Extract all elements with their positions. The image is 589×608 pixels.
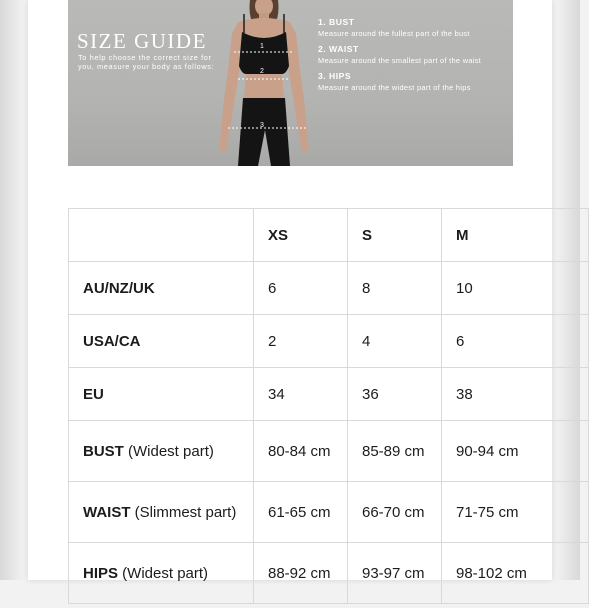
banner-subtitle: To help choose the correct size for you, measure your body as follows: xyxy=(78,53,215,71)
table-row xyxy=(69,482,589,543)
table-row xyxy=(69,421,589,482)
table-cell: 90-94 cm xyxy=(442,421,589,482)
table-cell: 2 xyxy=(254,315,348,368)
table-cell: 10 xyxy=(442,262,589,315)
table-cell: 98-102 cm xyxy=(442,543,589,604)
table-row xyxy=(69,543,589,604)
table-cell: 93-97 cm xyxy=(348,543,442,604)
table-cell: 6 xyxy=(442,315,589,368)
waist-marker: 2 xyxy=(260,68,264,75)
table-cell: 6 xyxy=(254,262,348,315)
measure-bust-heading: 1. BUST xyxy=(318,17,355,27)
size-table xyxy=(68,208,589,604)
hips-marker: 3 xyxy=(260,122,264,129)
table-cell: 71-75 cm xyxy=(442,482,589,543)
table-cell: 4 xyxy=(348,315,442,368)
bust-marker: 1 xyxy=(260,43,264,50)
table-cell: 61-65 cm xyxy=(254,482,348,543)
row-label: HIPS (Widest part) xyxy=(69,543,254,604)
table-cell: 38 xyxy=(442,368,589,421)
table-cell: 88-92 cm xyxy=(254,543,348,604)
table-cell: 66-70 cm xyxy=(348,482,442,543)
measure-hips-heading: 3. HIPS xyxy=(318,71,352,81)
measure-bust-desc: Measure around the fullest part of the bust xyxy=(318,29,470,38)
row-label: EU xyxy=(69,368,254,421)
measure-waist xyxy=(318,44,481,65)
header-size-s: S xyxy=(348,209,442,262)
size-guide-banner xyxy=(68,0,513,166)
size-guide-page xyxy=(28,0,552,580)
row-label: BUST (Widest part) xyxy=(69,421,254,482)
table-row xyxy=(69,262,589,315)
table-cell: 80-84 cm xyxy=(254,421,348,482)
left-backdrop xyxy=(0,0,30,580)
measure-hips-desc: Measure around the widest part of the hips xyxy=(318,83,471,92)
row-label: WAIST (Slimmest part) xyxy=(69,482,254,543)
table-row xyxy=(69,315,589,368)
table-cell: 34 xyxy=(254,368,348,421)
measure-bust xyxy=(318,17,470,38)
table-row xyxy=(69,368,589,421)
size-table-container[interactable] xyxy=(68,208,527,608)
header-empty-cell xyxy=(69,209,254,262)
table-cell: 36 xyxy=(348,368,442,421)
row-label: AU/NZ/UK xyxy=(69,262,254,315)
table-cell: 8 xyxy=(348,262,442,315)
header-size-xs: XS xyxy=(254,209,348,262)
measure-hips xyxy=(318,71,471,92)
measure-waist-heading: 2. WAIST xyxy=(318,44,359,54)
table-cell: 85-89 cm xyxy=(348,421,442,482)
header-size-m: M xyxy=(442,209,589,262)
row-label: USA/CA xyxy=(69,315,254,368)
table-header-row xyxy=(69,209,589,262)
measure-waist-desc: Measure around the smallest part of the waist xyxy=(318,56,482,65)
banner-title: SIZE GUIDE xyxy=(77,29,207,53)
